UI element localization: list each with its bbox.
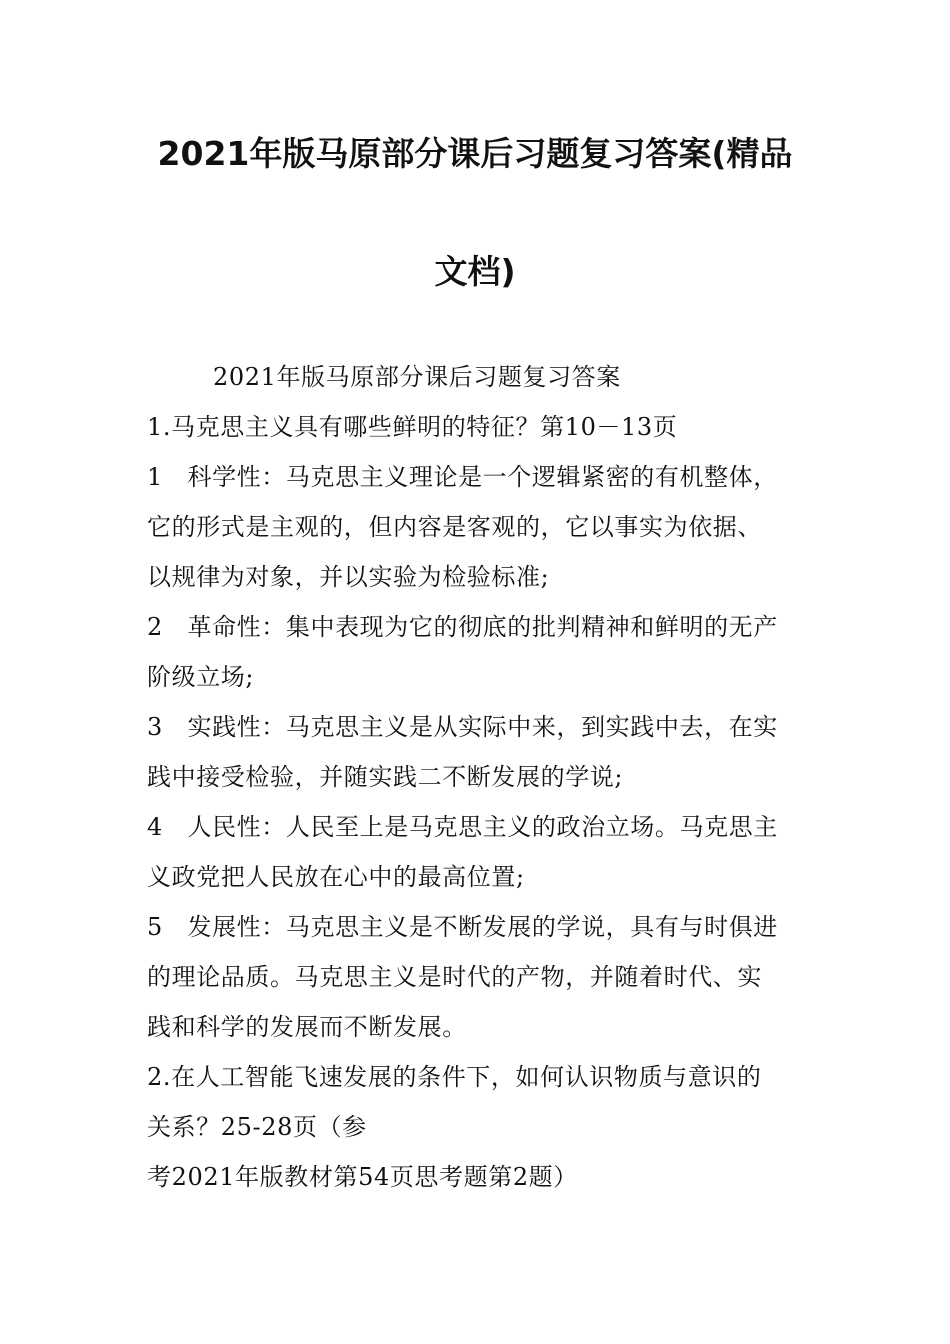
paragraph-line: 1 科学性：马克思主义理论是一个逻辑紧密的有机整体， xyxy=(147,463,778,491)
paragraph-line: 5 发展性：马克思主义是不断发展的学说，具有与时俱进 xyxy=(147,913,778,941)
paragraph-line: 义政党把人民放在心中的最高位置; xyxy=(147,863,525,891)
paragraph-line: 考2021年版教材第54页思考题第2题） xyxy=(147,1163,578,1191)
paragraph-line: 的理论品质。马克思主义是时代的产物，并随着时代、实 xyxy=(147,963,762,991)
paragraph-line: 以规律为对象，并以实验为检验标准; xyxy=(147,563,550,591)
document-title-line-1: 2021年版马原部分课后习题复习答案(精品 xyxy=(157,134,793,173)
question-1: 1.马克思主义具有哪些鲜明的特征？第10－13页 xyxy=(147,413,678,441)
paragraph-line: 践和科学的发展而不断发展。 xyxy=(147,1013,467,1041)
document-title-line-2: 文档) xyxy=(434,252,516,291)
paragraph-line: 关系？25-28页（参 xyxy=(147,1113,367,1141)
paragraph-line: 3 实践性：马克思主义是从实际中来，到实践中去，在实 xyxy=(147,713,778,741)
paragraph-line: 它的形式是主观的，但内容是客观的，它以事实为依据、 xyxy=(147,513,762,541)
paragraph-line: 践中接受检验，并随实践二不断发展的学说; xyxy=(147,763,624,791)
subtitle: 2021年版马原部分课后习题复习答案 xyxy=(213,363,621,391)
question-2: 2.在人工智能飞速发展的条件下，如何认识物质与意识的 xyxy=(147,1063,762,1091)
document-body xyxy=(147,360,807,1210)
paragraph-line: 阶级立场; xyxy=(147,663,255,691)
paragraph-line: 4 人民性：人民至上是马克思主义的政治立场。马克思主 xyxy=(147,813,778,841)
paragraph-line: 2 革命性：集中表现为它的彻底的批判精神和鲜明的无产 xyxy=(147,613,778,641)
